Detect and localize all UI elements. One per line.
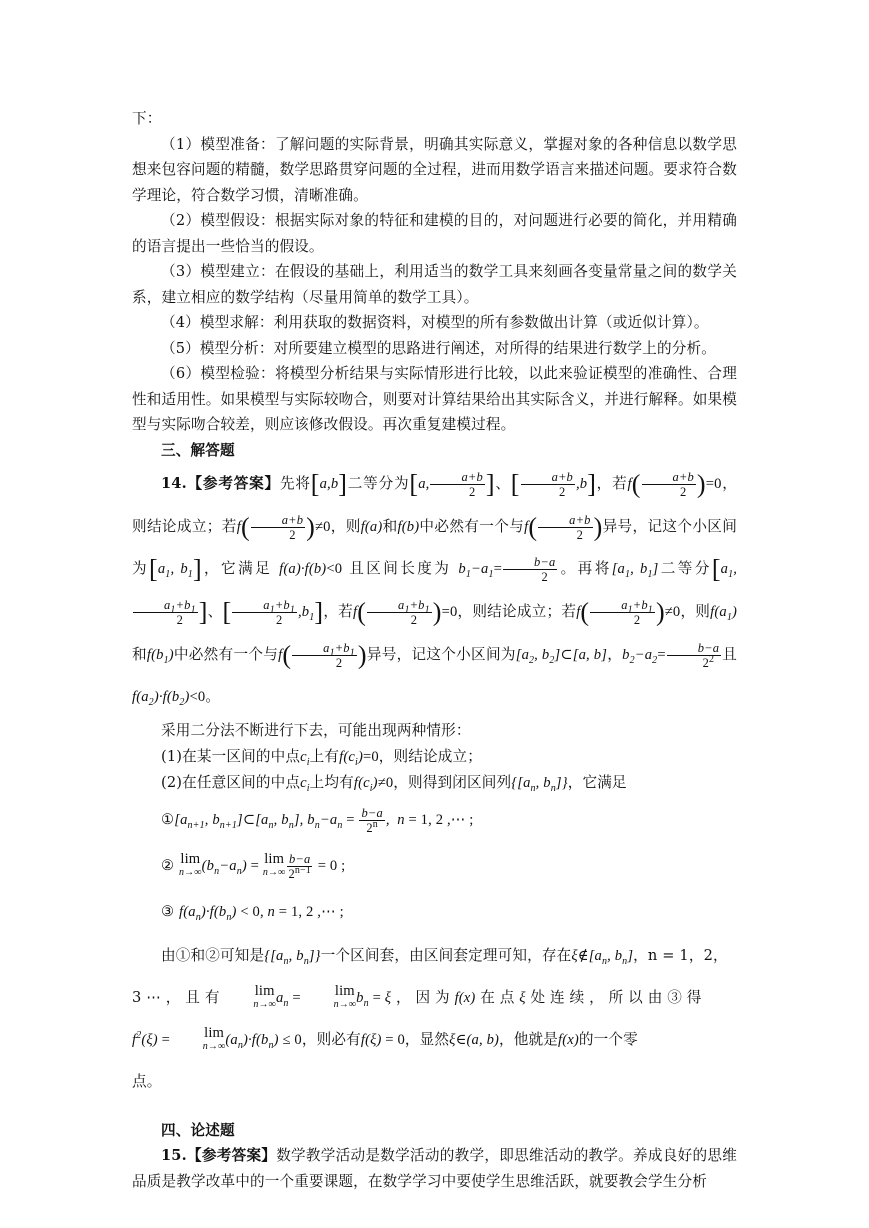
math-half-left: [a, $\frac{a+b}{2}$ ] — [409, 469, 495, 500]
case-1: (1)在某一区间的中点$c_i$上有$f(c_i)=0$，则结论成立； — [161, 747, 482, 768]
step-6: （6）模型检验：将模型分析结果与实际情形进行比较，以此来验证模型的准确性、合理性和适用性。如果模型与实际较吻合，则要对计算结果给出其实际含义，并进行解释。如果模型与实际吻合较差，则应该修改假设。再次重复建模过程。 — [132, 365, 737, 433]
step-2: （2）模型假设：根据实际对象的特征和建模的目的，对问题进行必要的简化，并用精确的语言提出一些恰当的假设。 — [132, 212, 737, 255]
step-1: （1）模型准备：了解问题的实际背景，明确其实际意义，掌握对象的各种信息以数学思想来包容问题的精髓，数学思路贯穿问题的全过程，进而用数学语言来描述问题。要求符合数学理论，符合数学习惯，清晰准确。 — [132, 135, 737, 204]
math-half-right: [ $\frac{a+b}{2}$ ,b] — [510, 469, 597, 500]
intro-line: 下： — [132, 110, 162, 127]
math-f-mid-nonzero: f( $\frac{a+b}{2}$ )≠0 — [236, 512, 331, 542]
step-5: （5）模型分析：对所要建立模型的思路进行阐述，对所得的结果进行数学上的分析。 — [161, 339, 716, 357]
conclusion-paragraph: 由①和②可知是{[$a_n$, $b_n$]}一个区间套，由区间套定理可知，存在$\xi\notin[a_n$, $b_n$]，n = 1，2， 3 ⋯ ， 且 有 lim n→∞ $a_n = \lim$ n→∞ $b_n = \xi$ ， 因 为 f(x) 在 点 ξ 处 连 续 ， 所 以 由 ③ 得 $f^2(\xi) = \lim$ n→∞ $(a_n)\cdot f(b_n) \le 0$，则必有f(ξ) = 0，显然ξ∈(a, b)，他就是f(x)的一个零 点。 — [132, 946, 728, 1090]
condition-3: ③ $f(a_n)\cdot f(b_n) < 0$, n = 1, 2 ,⋯ ; — [161, 902, 344, 923]
case-2: (2)在任意区间的中点$c_i$上均有$f(c_i)\ne 0$，则得到闭区间列{[$a_n$, $b_n$]}，它满足 — [161, 774, 627, 795]
step-3: （3）模型建立：在假设的基础上，利用适当的数学工具来刻画各变量常量之间的数学关系，建立相应的数学结构（尽量用简单的数学工具）。 — [132, 263, 737, 306]
section-heading-4: 四、论述题 — [161, 1121, 235, 1139]
math-interval-ab: [a,b] — [310, 469, 348, 499]
answer-14-label: 14.【参考答案】 — [161, 475, 280, 492]
section-heading-3: 三、解答题 — [161, 441, 235, 459]
answer-15-label: 15.【参考答案】 — [161, 1147, 277, 1165]
answer-15: 15.【参考答案】数学教学活动是数学活动的教学，即思维活动的教学。养成良好的思维品质是教学改革中的一个重要课题，在数学学习中要使学生思维活跃，就要教会学生分析 — [132, 1147, 737, 1190]
condition-1: $①[a_{n+1}$, $b_{n+1}]\subset[a_n$, $b_n$], $b_n-a_n$ = $\frac{b-a}{2^n}$ , n = 1, 2 ,⋯ ; — [161, 805, 474, 835]
answer-14: 14.【参考答案】先将[a,b]二等分为[a, $\frac{a+b}{2}$ ]、[ $\frac{a+b}{2}$ ,b]，若f( $\frac{a+b}{2}$ )=0，则结论成立；若f( $\frac{a+b}{2}$ )≠0，则f(a)和f(b)中必然有一个与f( $\frac{a+b}{2}$ )异号，记这个小区间为[$a_1$, $b_1$]，它满足 f(a)·f(b)<0 且区间长度为 $b_1-a_1=$ $\frac{b-a}{2}$ 。再将[$a_1$, $b_1$]二等分[$a_1$, $\frac{a_1+b_1}{2}$ ]、[ $\frac{a_1+b_1}{2}$ $,b_1$]，若f( $\frac{a_1+b_1}{2}$ )=0，则结论成立；若f( $\frac{a_1+b_1}{2}$ )≠0，则$f(a_1)$和$f(b_1)$中必然有一个与f( $\frac{a_1+b_1}{2}$ )异号，记这个小区间为[$a_2$, $b_2]\subset[a$, b]，$b_2-a_2=$ $\frac{b-a}{2^2}$ 且$f(a_2)\cdot f(b_2)<0$。 — [132, 469, 738, 709]
step-4: （4）模型求解：利用获取的数据资料，对模型的所有参数做出计算（或近似计算）。 — [161, 314, 709, 331]
bisection-intro: 采用二分法不断进行下去，可能出现两种情形： — [161, 722, 471, 740]
condition-2: ② lim n→∞ $(b_n-a_n) = \lim$ n→∞ $\frac{b-a}{2^{n-1}}$ = 0 ; — [161, 851, 346, 881]
document-body — [132, 106, 737, 1194]
math-f-mid-zero: f( $\frac{a+b}{2}$ )=0 — [627, 469, 722, 500]
